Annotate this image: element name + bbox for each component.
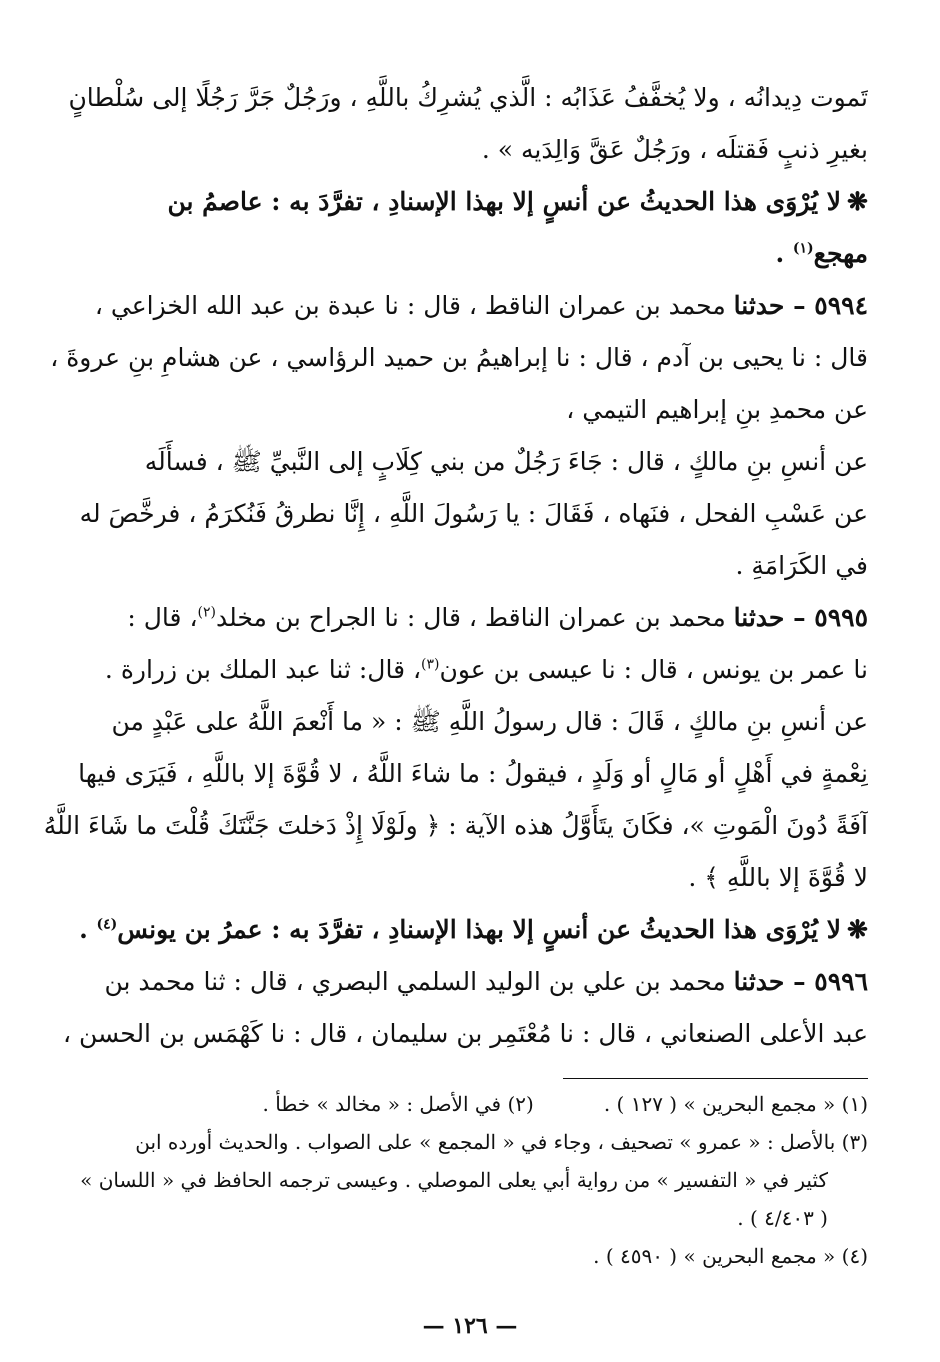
footnote-row [40, 1085, 868, 1123]
matn-line: لا قُوَّةَ إلا باللَّهِ ﴾ . [688, 863, 868, 892]
footnote-ref: (٢) [197, 604, 216, 621]
isnad-line [40, 956, 868, 1008]
isnad-text: محمد بن عمران الناقط ، قال : نا عبدة بن عبد الله الخزاعي ، [94, 291, 734, 320]
text-line: تَموت دِيدانُه ، ولا يُخفَّفُ عَذَابُه : الَّذي يُشرِكُ باللَّهِ ، ورَجُلٌ جَرَّ رَجُلًا إلى سُلْطانٍ [68, 83, 868, 112]
footnote-ref: (١) [792, 240, 814, 257]
asterisk-icon: ❋ [847, 915, 868, 944]
narration-note [40, 904, 868, 956]
text-line: بغيرِ ذنبٍ فَقتلَه ، ورَجُلٌ عَقَّ وَالِدَيه » . [481, 135, 868, 164]
note-end: . [775, 239, 793, 268]
isnad-line [40, 280, 868, 332]
matn-line: عن عَسْبِ الفحل ، فنَهاه ، فَقَالَ : يا رَسُولَ اللَّهِ ، إِنَّا نطرقُ فَنُكرَمُ ، فرخَّصَ له [79, 499, 868, 528]
narration-note [40, 176, 868, 280]
matn-line: عن أنسِ بنِ مالكٍ ، قال : جَاءَ رَجُلٌ من بني كِلَابٍ إلى النَّبيِّ ﷺ ، فسأَلَه [144, 447, 868, 476]
footnote-3: (٣) بالأصل : « عمرو » تصحيف ، وجاء في « المجمع » على الصواب . والحديث أورده ابن [135, 1130, 868, 1154]
footnote-ref: (٣) [421, 656, 440, 673]
note-end: . [79, 915, 97, 944]
hadith-5995 [40, 592, 868, 904]
hadith-5994 [40, 280, 868, 592]
hadith-continuation [40, 72, 868, 176]
hadith-number: ٥٩٩٦ – حدثنا [733, 967, 868, 996]
hadith-number: ٥٩٩٥ – حدثنا [733, 603, 868, 632]
footnote-3-cont: ( ٤/٤٠٣ ) . [737, 1206, 828, 1230]
isnad-line: عن محمدِ بنِ إبراهيم التيمي ، [566, 395, 868, 424]
footnote-3-cont: كثير في « التفسير » من رواية أبي يعلى الموصلي . وعيسى ترجمه الحافظ في « اللسان » [80, 1168, 828, 1192]
note-text: مهجع [813, 239, 868, 268]
hadith-5996 [40, 956, 868, 1060]
note-text: لا يُرْوَى هذا الحديثُ عن أنسٍ إلا بهذا الإسنادِ ، تفرَّدَ به : عاصمُ بن [167, 187, 842, 216]
matn-line: عن أنسِ بنِ مالكٍ ، قَالَ : قال رسولُ اللَّهِ ﷺ : « ما أَنْعمَ اللَّهُ على عَبْدٍ من [111, 707, 868, 736]
footnotes [40, 1085, 868, 1275]
isnad-line: قال : نا يحيى بن آدم ، قال : نا إبراهيمُ بن حميد الرؤاسي ، عن هشامِ بنِ عروةَ ، [50, 343, 868, 372]
note-line [40, 228, 868, 280]
isnad-text: ، قال : [127, 603, 198, 632]
isnad-line: عبد الأعلى الصنعاني ، قال : نا مُعْتَمِر بن سليمان ، قال : نا كَهْمَس بن الحسن ، [62, 1019, 868, 1048]
footnote-ref: (٤) [96, 916, 118, 933]
note-line [40, 904, 868, 956]
isnad-text: محمد بن علي بن الوليد السلمي البصري ، قال : ثنا محمد بن [104, 967, 734, 996]
footnote-4: (٤) « مجمع البحرين » ( ٤٥٩٠ ) . [593, 1244, 868, 1268]
asterisk-icon: ❋ [847, 187, 868, 216]
page-number: — ١٢٦ — [422, 1313, 518, 1339]
matn-line: آفَةً دُونَ الْمَوتِ »، فكَانَ يتَأَوَّلُ هذه الآية : ﴿ ولَوْلَا إِذْ دَخلتَ جَنَّتَكَ قُلْتَ ما شَاءَ اللَّهُ [43, 811, 868, 840]
footnote-separator [563, 1078, 868, 1079]
matn-line: نِعْمةٍ في أَهْلٍ أو مَالٍ أو وَلَدٍ ، فيقولُ : ما شاءَ اللَّهُ ، لا قُوَّةَ إلا باللَّهِ ، فَيَرَى فيها [78, 759, 868, 788]
isnad-line [40, 644, 868, 696]
hadith-number: ٥٩٩٤ – حدثنا [733, 291, 868, 320]
matn-line: في الكَرَامَةِ . [735, 551, 868, 580]
note-line [40, 176, 868, 228]
isnad-text: ، قال: ثنا عبد الملك بن زرارة . [104, 655, 422, 684]
footnote-1: (١) « مجمع البحرين » ( ١٢٧ ) . [603, 1092, 868, 1116]
isnad-line [40, 592, 868, 644]
footnote-2: (٢) في الأصل : « مخالد » خطأ . [262, 1092, 534, 1116]
isnad-text: محمد بن عمران الناقط ، قال : نا الجراح بن مخلد [215, 603, 734, 632]
note-text: لا يُرْوَى هذا الحديثُ عن أنسٍ إلا بهذا الإسنادِ ، تفرَّدَ به : عمرُ بن يونس [117, 915, 842, 944]
isnad-text: نا عمر بن يونس ، قال : نا عيسى بن عون [439, 655, 868, 684]
